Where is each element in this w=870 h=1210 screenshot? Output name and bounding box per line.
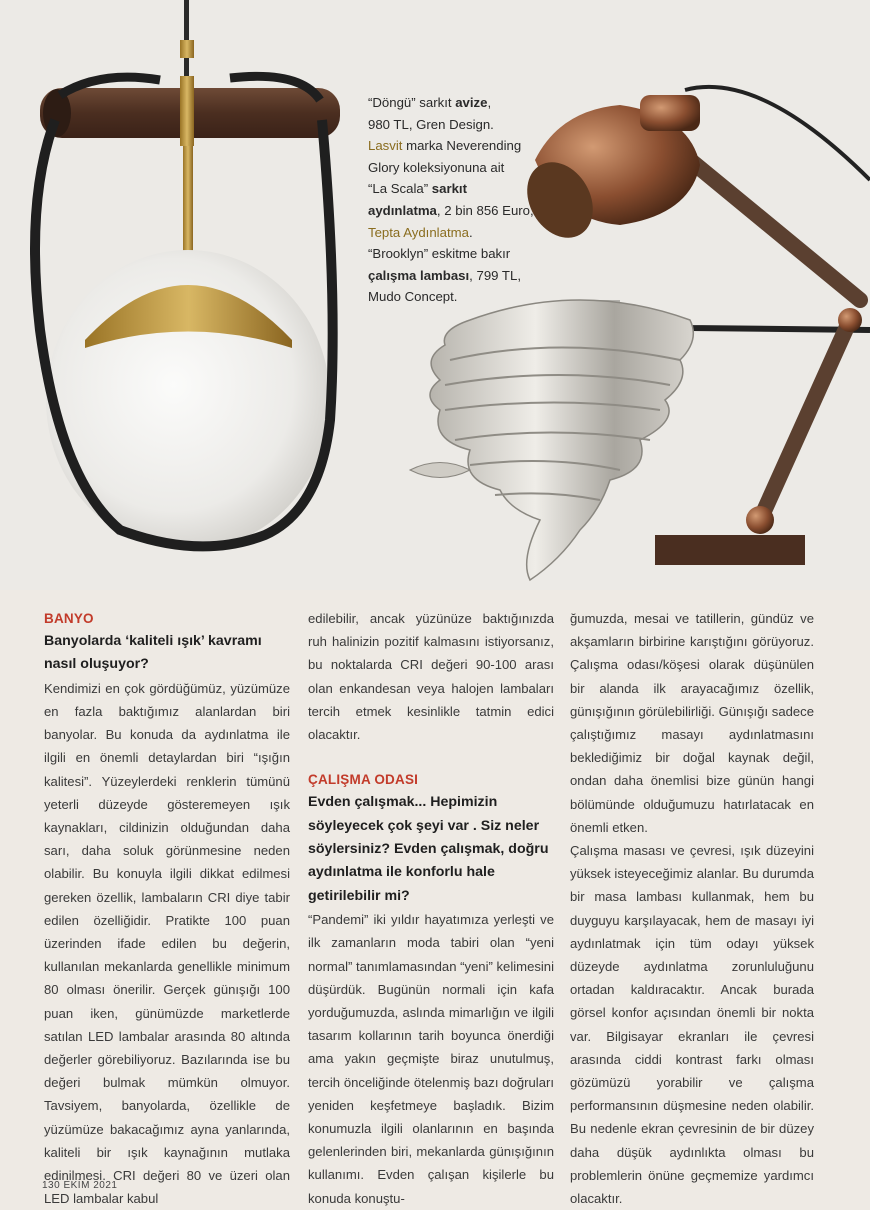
caption-bold: aydınlatma: [368, 202, 437, 218]
body-paragraph: Kendimizi en çok gördüğümüz, yüzümüze en fazla baktığımız alanlardan biri banyolar. Bu konuda da aydınlatma ile ilgili en önemli detaylardan biri “ışığın kalitesi”. Yüzeylerdeki renklerin tümünü yeterli düzeyde gösteremeyen ışık kaynakları, cildinizin olduğundan daha sarı, daha soluk görünmesine neden olabilir. Bu konuyla ilgili dikkat edilmesi gereken özellik, lambaların CRI diye tabir edilen özelliğidir. Pratikte 100 puan üzerinden ifade edilen bu değerin, kullanılan mekanlarda genellikle minimum 80 olması önerilir. Gerçek günışığı 100 puan iken, günümüzde marketlerde satılan LED lambalar arasında 80 altında değerler görebiliyoruz. Bazılarında ise bu değeri bulmak mümkün olmuyor. Tavsiyem, banyolarda, özellikle de yüzümüze bakacağımız ayna yanlarında, kaliteli bir ışık kaynağının mutlaka edinilmesi. CRI değeri 80 ve üzeri olan LED lambalar kabul: [44, 680, 290, 1207]
text-column-3: [570, 607, 814, 1210]
caption-text: , 799 TL,: [469, 267, 521, 283]
caption-text: , 2 bin 856 Euro,: [436, 202, 534, 218]
section-question-calisma-odasi: Evden çalışmak... Hepimizin söyleyecek çok şeyi var . Siz neler söylersiniz? Evden çalışmak, doğru aydınlatma ile konforlu hale getirilebilir mi?: [308, 794, 549, 904]
body-paragraph: ğumuzda, mesai ve tatillerin, gündüz ve akşamların birbirine karıştığını görüyoruz. Çalışma odası/köşesi olarak düşünülen bir alanda ilk arayacağımız özellik, günışığının görülebilirliği. Günışığı sadece çalıştığımız masayı aydınlatmasını beklediğimiz bir doğal kaynak değil, ondan daha önemlisi bize günün hangi bölümünde olduğumuzu hatırlatacak en önemli etken.: [570, 611, 814, 835]
caption-text: “Döngü” sarkıt: [368, 95, 456, 110]
text-column-1: [44, 607, 290, 1210]
caption-text: “Brooklyn” eskitme bakır: [368, 246, 511, 262]
photo-caption: [368, 92, 558, 308]
text-column-2: [308, 607, 554, 1210]
body-paragraph: “Pandemi” iki yıldır hayatımıza yerleşti ve ilk zamanların moda tabiri olan “yeni normal” tanımlamasından “yeni” kelimesini düşürdük. Bugünün normali için kafa yorduğumuzda, aslında mimarlığın ve ilgili tasarım kollarının tarih boyunca önerdiği ama yakın geçmişte biraz unutulmuş, tercih önceliğinde ötelenmiş bazı doğruları yeniden keşfetmeye başladık. Bizim konumuzla ilgili olanlarının en başında gelenlerinden biri, mekanlarda günışığının kullanımı. Evden çalışan kişilerle bu konuda konuştu-: [308, 912, 554, 1206]
caption-text: marka Neverending: [402, 138, 522, 154]
caption-text: Glory koleksiyonuna ait: [368, 159, 505, 175]
caption-text: .: [468, 224, 473, 240]
caption-text: “La Scala”: [368, 181, 432, 197]
section-label-calisma-odasi: ÇALIŞMA ODASI: [308, 772, 419, 788]
section-label-banyo: BANYO: [44, 611, 94, 626]
page-folio: 130 EKİM 2021: [42, 1180, 118, 1191]
caption-text: 980 TL, Gren Design.: [368, 116, 494, 132]
caption-bold: avize: [455, 95, 488, 110]
body-paragraph: edilebilir, ancak yüzünüze baktığınızda ruh halinizin pozitif kalmasını istiyorsanız, bu noktalarda CRI değeri 90-100 arası olan enkandesan veya halojen lambaları tercih etmek kesinlikle tatmin edici olacaktır.: [308, 611, 554, 743]
caption-brand: Lasvit: [368, 138, 403, 154]
caption-brand: Tepta Aydınlatma: [368, 224, 469, 240]
body-paragraph: Çalışma masası ve çevresi, ışık düzeyini yüksek isteyeceğimiz alanlar. Bu durumda bir masa lambası kullanmak, hem bu duyguyu karşılayacak, hem de masayı iyi aydınlatmak için tüm odayı yüksek düzeyde aydınlatma zorunluluğunu ortadan kaldıracaktır. Ancak burada görsel konfor açısından önemli bir nokta var. Bilgisayar ekranları ile çevresi arasında ciddi kontrast farkı olması gözümüzü yorabilir ve çalışma performansının düşmesine neden olabilir. Bu nedenle ekran çevresinin de bir düzey daha düşük aydınlıkta olması bu problemlerin önüne geçmemize yardımcı olacaktır.: [570, 843, 814, 1207]
caption-bold: çalışma lambası: [368, 267, 470, 283]
caption-text: Mudo Concept.: [368, 289, 458, 305]
section-question-banyo: Banyolarda ‘kaliteli ışık’ kavramı nasıl oluşuyor?: [44, 633, 262, 673]
caption-text: ,: [487, 95, 492, 110]
caption-bold: sarkıt: [431, 181, 467, 197]
